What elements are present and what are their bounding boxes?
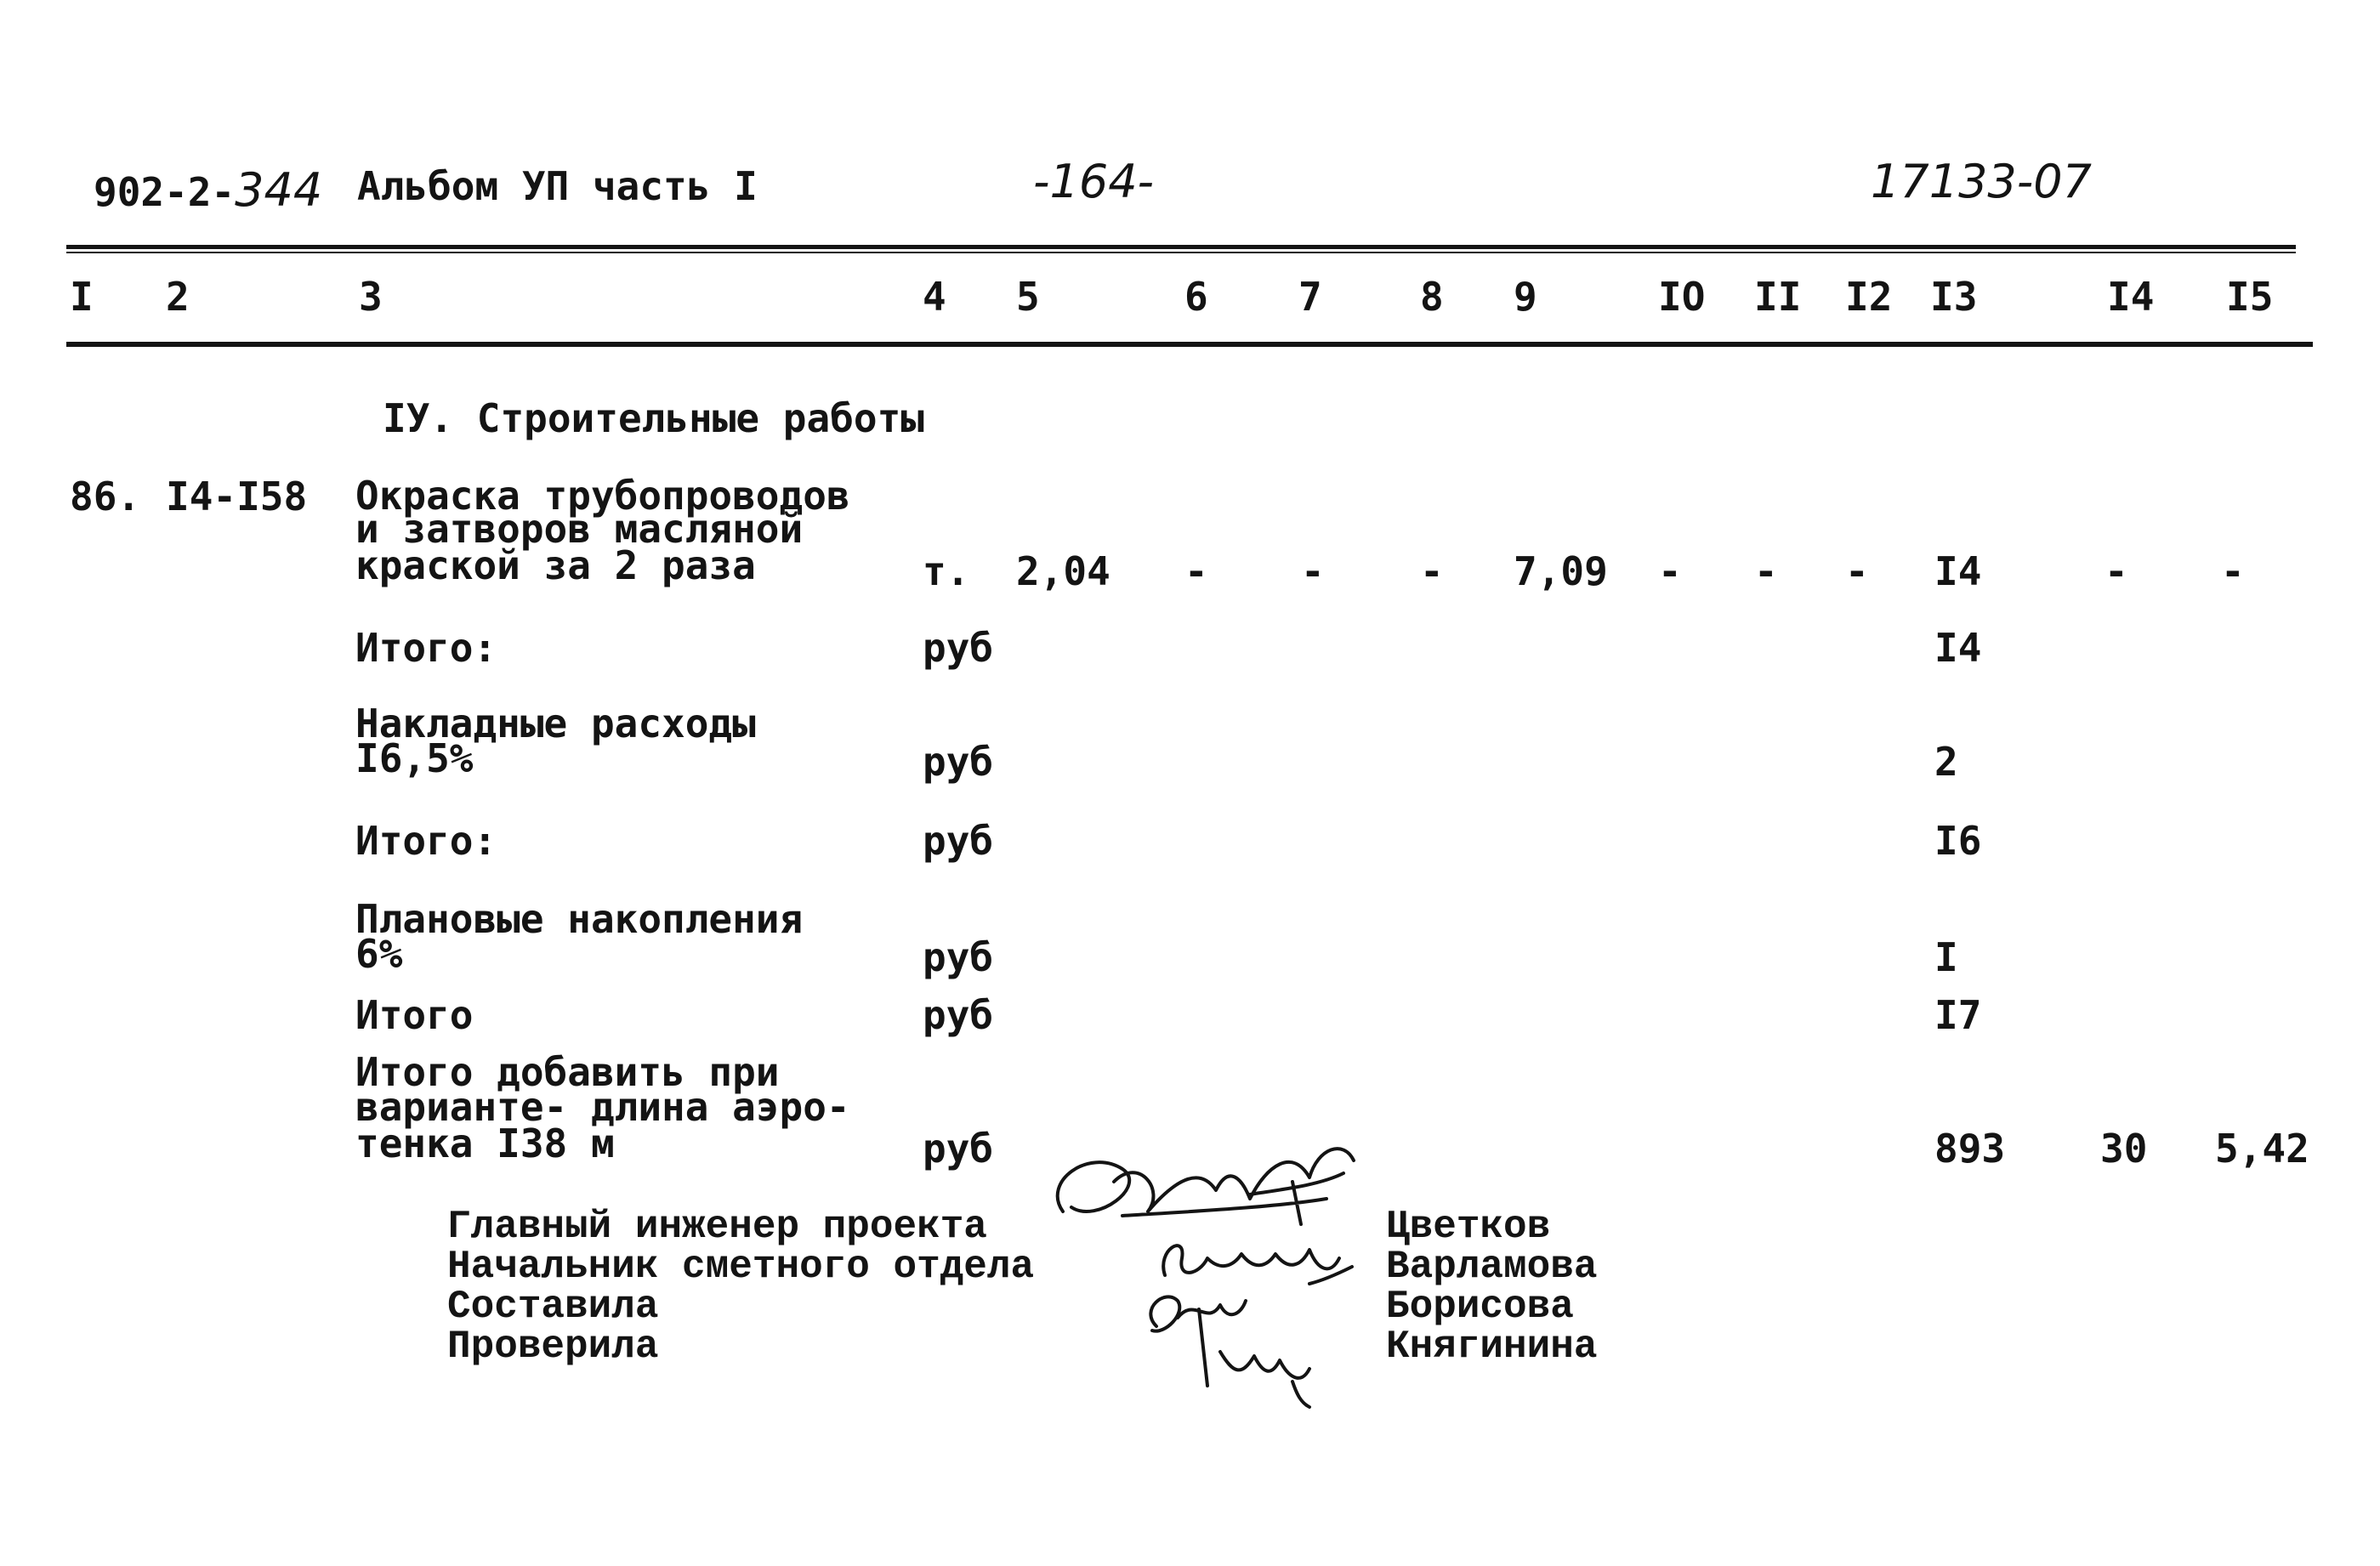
item-code: I4-I58 xyxy=(166,474,308,519)
item-number: 86. xyxy=(70,474,141,519)
summary-unit: руб xyxy=(923,992,994,1038)
item-col5: 2,04 xyxy=(1016,548,1110,594)
item-col7: - xyxy=(1301,548,1325,594)
signature-names xyxy=(1386,1207,1597,1367)
item-description-line: краской за 2 раза xyxy=(355,542,756,588)
summary-label-line: Накладные расходы xyxy=(355,701,756,746)
item-col13: I4 xyxy=(1934,548,1982,594)
handwritten-signatures xyxy=(1037,1131,1377,1411)
summary-col13: I6 xyxy=(1934,818,1982,864)
item-description-line: Окраска трубопроводов xyxy=(355,473,850,519)
signature-name: Цветков xyxy=(1386,1205,1551,1249)
summary-col13: I xyxy=(1934,934,1958,980)
summary-unit: руб xyxy=(923,739,994,785)
summary-label-line: 6% xyxy=(355,931,403,977)
signature-scribble-2 xyxy=(1163,1245,1352,1284)
column-header-2: 2 xyxy=(166,274,190,320)
summary-label xyxy=(355,701,756,781)
header-rule-top xyxy=(66,245,2296,249)
column-header-5: 5 xyxy=(1016,274,1040,320)
item-col8: - xyxy=(1420,548,1444,594)
summary-label xyxy=(355,896,804,977)
item-col10: - xyxy=(1658,548,1682,594)
page-number: -164- xyxy=(1033,155,1155,208)
doc-code-prefix: 902-2- xyxy=(94,169,236,215)
column-header-15: I5 xyxy=(2226,274,2274,320)
header-rule-mid xyxy=(66,252,2296,253)
item-col12: - xyxy=(1845,548,1869,594)
item-description-line: и затворов масляной xyxy=(355,506,804,552)
signature-name: Варламова xyxy=(1386,1245,1598,1289)
summary-label-line: варианте- длина аэро- xyxy=(355,1084,850,1130)
column-header-7: 7 xyxy=(1298,274,1322,320)
summary-col15: 5,42 xyxy=(2215,1126,2309,1172)
column-header-9: 9 xyxy=(1514,274,1537,320)
summary-unit: руб xyxy=(923,1126,994,1172)
summary-col13: I4 xyxy=(1934,625,1982,671)
column-header-6: 6 xyxy=(1184,274,1208,320)
signature-role: Начальник сметного отдела xyxy=(447,1245,1035,1289)
summary-label: Итого: xyxy=(355,818,497,864)
summary-col14: 30 xyxy=(2100,1126,2148,1172)
item-col9: 7,09 xyxy=(1514,548,1608,594)
item-col14: - xyxy=(2105,548,2128,594)
summary-label-line: тенка I38 м xyxy=(355,1121,615,1166)
column-header-3: 3 xyxy=(359,274,383,320)
summary-col13: 2 xyxy=(1934,739,1958,785)
item-description xyxy=(355,473,850,588)
summary-unit: руб xyxy=(923,934,994,980)
column-header-12: I2 xyxy=(1845,274,1893,320)
signature-role: Главный инженер проекта xyxy=(447,1205,987,1249)
signature-scribble-1 xyxy=(1058,1149,1354,1224)
summary-label-line: Итого добавить при xyxy=(355,1049,780,1095)
summary-label: Итого: xyxy=(355,625,497,671)
column-header-4: 4 xyxy=(923,274,946,320)
summary-col13: 893 xyxy=(1934,1126,2006,1172)
signature-role: Составила xyxy=(447,1285,659,1329)
column-header-10: IO xyxy=(1658,274,1706,320)
signature-name: Борисова xyxy=(1386,1285,1574,1329)
summary-label-line: I6,5% xyxy=(355,735,474,781)
doc-code-handwritten-suffix: 344 xyxy=(235,163,323,217)
section-title: IУ. Строительные работы xyxy=(383,395,924,441)
item-unit: т. xyxy=(923,548,970,594)
summary-col13: I7 xyxy=(1934,992,1982,1038)
document-reference: 17133-07 xyxy=(1871,155,2092,208)
summary-unit: руб xyxy=(923,818,994,864)
doc-code xyxy=(94,163,322,217)
item-col11: - xyxy=(1754,548,1778,594)
summary-label-line: Плановые накопления xyxy=(355,896,804,942)
column-header-11: II xyxy=(1754,274,1802,320)
signature-scribble-3 xyxy=(1150,1296,1309,1407)
album-title: Альбом УП часть I xyxy=(357,163,758,209)
signature-name: Княгинина xyxy=(1386,1325,1598,1369)
column-header-1: I xyxy=(70,274,94,320)
summary-unit: руб xyxy=(923,625,994,671)
column-header-rule xyxy=(66,342,2313,347)
signature-roles xyxy=(447,1207,1034,1367)
column-header-13: I3 xyxy=(1930,274,1978,320)
summary-label xyxy=(355,1049,850,1166)
column-header-8: 8 xyxy=(1420,274,1444,320)
item-col15: - xyxy=(2221,548,2245,594)
summary-label: Итого xyxy=(355,992,474,1038)
column-header-14: I4 xyxy=(2107,274,2155,320)
item-col6: - xyxy=(1184,548,1208,594)
signature-role: Проверила xyxy=(447,1325,659,1369)
